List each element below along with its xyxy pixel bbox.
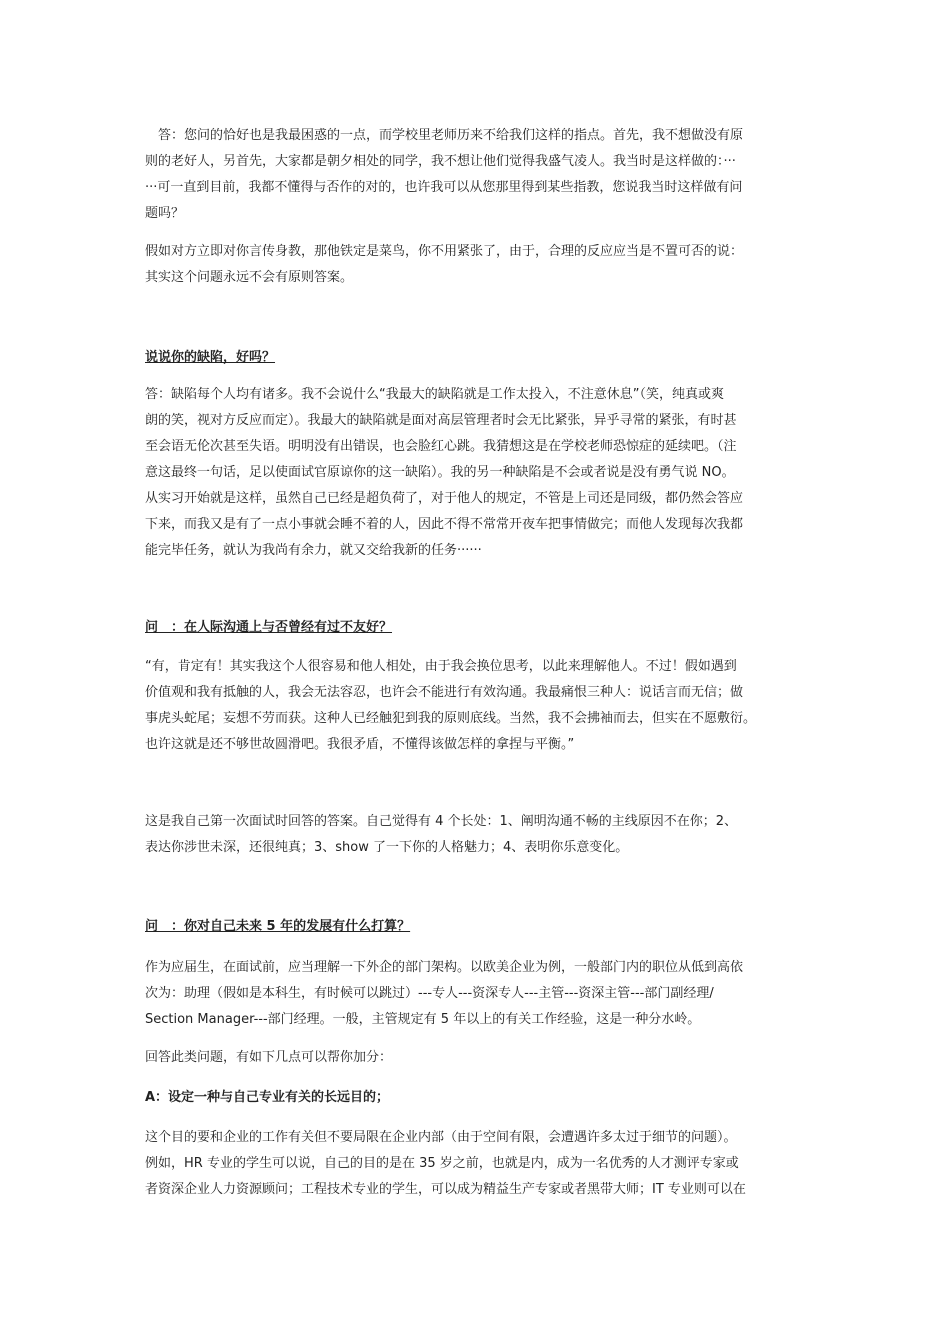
heading-weakness: 说说你的缺陷，好吗？ <box>145 350 276 365</box>
text-line: 至会语无伦次甚至失语。明明没有出错误，也会脸红心跳。我猜想这是在学校老师恐惊症的延续吧。（注 <box>145 439 737 454</box>
text-line: 答：您问的恰好也是我最困惑的一点，而学校里老师历来不给我们这样的指点。首先，我不想做没有原 <box>145 128 744 143</box>
text-line: “有，肯定有！其实我这个人很容易和他人相处，由于我会换位思考，以此来理解他人。不过！假如遇到 <box>145 659 737 674</box>
text-line: 题吗？ <box>145 206 185 221</box>
text-line: 则的老好人，另首先，大家都是朝夕相处的同学，我不想让他们觉得我盛气凌人。我当时是这样做的：··· <box>145 154 736 169</box>
plan-intro <box>145 1045 815 1071</box>
text-line: 朗的笑，视对方反应而定）。我最大的缺陷就是面对高层管理者时会无比紧张，异乎寻常的紧张，有时甚 <box>145 413 737 428</box>
text-line: 答：缺陷每个人均有诸多。我不会说什么“我最大的缺陷就是工作太投入，不注意休息”（笑，纯真或爽 <box>145 387 724 402</box>
text-line: A：设定一种与自己专业有关的长远目的； <box>145 1090 390 1105</box>
text-line: 其实这个问题永远不会有原则答案。 <box>145 270 354 285</box>
text-line: 从实习开始就是这样，虽然自己已经是超负荷了，对于他人的规定，不管是上司还是同级，都仍然会答应 <box>145 491 744 506</box>
answer-weakness-paragraph <box>145 382 815 564</box>
text-line: 者资深企业人力资源顾问；工程技术专业的学生，可以成为精益生产专家或者黑带大师；IT 专业则可以在 <box>145 1182 746 1197</box>
text-line: 例如，HR 专业的学生可以说，自己的目的是在 35 岁之前，也就是内，成为一名优秀的人才测评专家或 <box>145 1156 739 1171</box>
plan-detail-a-paragraph <box>145 1125 815 1203</box>
heading-five-year-plan: 问 ：你对自己未来 5 年的发展有什么打算？ <box>145 919 411 934</box>
text-line: ···可一直到目前，我都不懂得与否作的对的，也许我可以从您那里得到某些指教，您说我当时这样做有问 <box>145 180 743 195</box>
text-line: 这是我自己第一次面试时回答的答案。自己觉得有 4 个长处：1、阐明沟通不畅的主线原因不在你；2、 <box>145 814 738 829</box>
answer-plan-paragraph <box>145 955 815 1033</box>
text-line: 这个目的要和企业的工作有关但不要局限在企业内部（由于空间有限，会遭遇许多太过于细节的问题）。 <box>145 1130 737 1145</box>
text-line: 假如对方立即对你言传身教，那他铁定是菜鸟，你不用紧张了，由于，合理的反应应当是不置可否的说： <box>145 244 744 259</box>
note-paragraph-1 <box>145 239 815 291</box>
comment-communication-paragraph <box>145 809 815 861</box>
plan-point-a <box>145 1085 815 1111</box>
text-line: 回答此类问题，有如下几点可以帮你加分： <box>145 1050 393 1065</box>
text-line: 表达你涉世未深，还很纯真；3、show 了一下你的人格魅力；4、表明你乐意变化。 <box>145 840 629 855</box>
text-line: 次为：助理（假如是本科生，有时候可以跳过）---专人---资深专人---主管---资深主管---部门副经理/ <box>145 986 714 1001</box>
answer-paragraph-1 <box>145 123 815 227</box>
text-line: 作为应届生，在面试前，应当理解一下外企的部门架构。以欧美企业为例，一般部门内的职位从低到高依 <box>145 960 744 975</box>
answer-communication-paragraph <box>145 654 815 758</box>
text-line: 价值观和我有抵触的人，我会无法容忍，也许会不能进行有效沟通。我最痛恨三种人：说话言而无信；做 <box>145 685 744 700</box>
heading-communication: 问 ：在人际沟通上与否曾经有过不友好？ <box>145 620 393 635</box>
text-line: Section Manager---部门经理。一般，主管规定有 5 年以上的有关工作经验，这是一种分水岭。 <box>145 1012 701 1027</box>
text-line: 下来，而我又是有了一点小事就会睡不着的人，因此不得不常常开夜车把事情做完；而他人发现每次我都 <box>145 517 744 532</box>
text-line: 意这最终一句话，足以使面试官原谅你的这一缺陷）。我的另一种缺陷是不会或者说是没有勇气说 NO。 <box>145 465 735 480</box>
text-line: 能完毕任务，就认为我尚有余力，就又交给我新的任务······ <box>145 543 482 558</box>
text-line: 事虎头蛇尾；妄想不劳而获。这种人已经触犯到我的原则底线。当然，我不会拂袖而去，但实在不愿敷衍。 <box>145 711 757 726</box>
text-line: 也许这就是还不够世故圆滑吧。我很矛盾，不懂得该做怎样的拿捏与平衡。” <box>145 737 575 752</box>
